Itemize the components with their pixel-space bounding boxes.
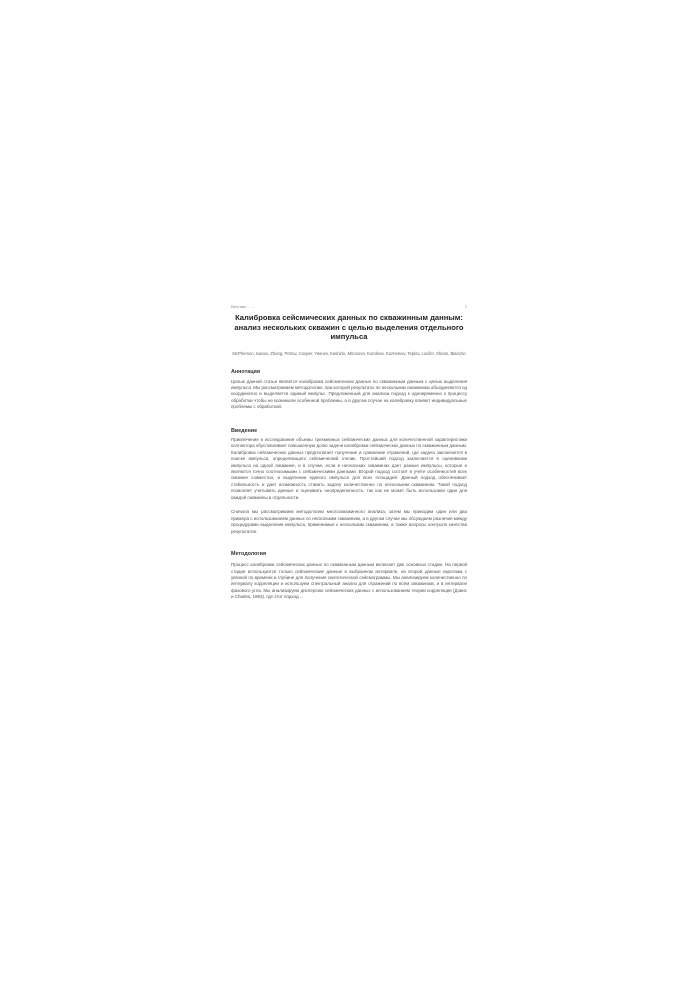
introduction-heading: Введение <box>231 427 258 434</box>
paper-page <box>231 304 467 601</box>
methodology-section <box>231 551 467 601</box>
running-head <box>231 304 467 309</box>
paper-title: Калибровка сейсмических данных по скважинным данным: анализ нескольких скважин с целью выделения отдельного импульса <box>234 313 464 341</box>
running-head-left: Вестник ... ... <box>231 304 255 309</box>
page-number: 1 <box>464 304 467 309</box>
abstract-text: Целью данной статьи является калибровка сейсмических данных по скважинным данным с целью выделения импульса. Мы рассматриваем методологию, при которой результаты по нескольким скважинам объединяются од координатно и выделяется единый импульс. Предложенный для анализа подход к одновременно к процессу обработки чтобы не возникали особенной проблемы, а в другом случае на калибровку влияют индивидуальные проблемы с обработкой. <box>231 378 468 410</box>
introduction-paragraph: Привлечение в исследования объемы трехмерных сейсмических данных для количественной характеристики коллектора обусловливает повышенную долю задачи калибровки сейсмических данных по скважинным данным. Калибровка сейсмических данных предполагает получение и сравнение отражений, где задача заключается в поиске импульса, определяющего сейсмический отклик. Простейший подход заключается в оценивании импульса на одной скважине, и в случае, если в нескольких скважинах дает разные импульсы, которые и являются точно соотносимыми с сейсмическими данными. Второй подход состоит в учете особенностей всех скважин совместно, и выделении единого импульса для всех площадей. Данный подход обеспечивает стабильность и дает возможность ставить задачу количественно по нескольким скважинам. Такой подход позволяет учитывать данные и оценивать неопределенность, так как не может быть использован один для каждой скважины в отдельности. <box>231 436 467 500</box>
introduction-section <box>231 428 467 535</box>
author-list: McPherson, Ivanov, Zheng, Petrov, Cooper, Yasnev, Kashirin, Mironova, Koroleva, Kuznetsov, Teplov, Lucifer, Shiran, Blanche <box>232 350 466 356</box>
methodology-text: Процесс калибровки сейсмических данных по скважинным данным включает две основных стадии. На первой стадии используются только сейсмические данные в выбранном интервале, на второй данные каротажа с увязкой по времени и глубине для получения синтетической сейсмограммы. Мы анализируем количественно по интервалу корреляции и используем спектральный анализ для отражений по всем скважинам, и в интервале фазового угла. Мы анализируем дисперсию сейсмических данных с использованием теории корреляции (Дэвис и Charles, 1983), где этот подход ... <box>231 562 467 600</box>
abstract-section <box>231 369 467 411</box>
introduction-paragraph: Сначала мы рассматриваем методологию многоскважинного анализа; затем мы приводим один или два примера с использованием данных по нескольким скважинам, а в другом случае мы обсуждаем различия между процедурами выделения импульса, применимые к нескольким скважинам, а также вопросы контроля качества результатов. <box>231 509 467 534</box>
methodology-heading: Методология <box>231 551 267 558</box>
abstract-heading: Аннотация <box>231 368 260 375</box>
